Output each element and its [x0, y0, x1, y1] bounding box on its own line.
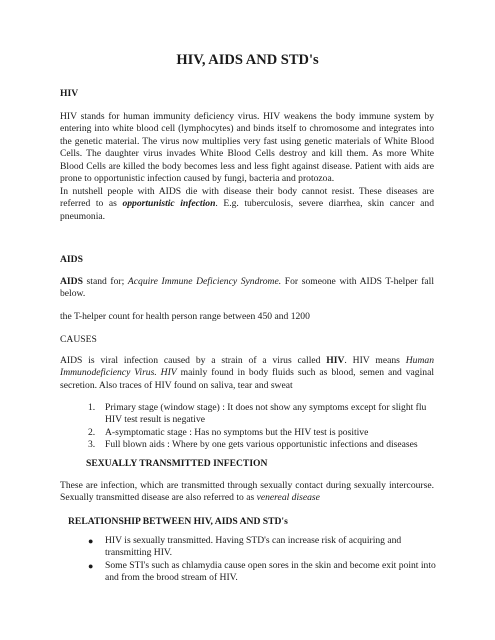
sti-paragraph: These are infection, which are transmitted through sexually contact during sexually intercourse. Sexually transmitted disease are also referred to as venereal disease [60, 480, 434, 504]
bullet-icon: ● [88, 560, 94, 571]
aids-paragraph-2: the T-helper count for health person range between 450 and 1200 [60, 311, 310, 322]
aids-heading: AIDS [60, 254, 83, 265]
sti-heading: SEXUALLY TRANSMITTED INFECTION [86, 458, 268, 469]
relationship-heading: RELATIONSHIP BETWEEN HIV, AIDS AND STD's [68, 516, 288, 527]
relationship-bullet-item: ● Some STI's such as chlamydia cause open sores in the skin and become exit point into and from the brood stream of HIV. [88, 559, 436, 584]
document-title: HIV, AIDS AND STD's [176, 52, 319, 68]
stages-list [60, 402, 440, 452]
bullet-icon: ● [88, 536, 94, 546]
causes-heading: CAUSES [60, 334, 97, 345]
causes-paragraph: AIDS is viral infection caused by a strain of a virus called HIV. HIV means Human Immunodeficiency Virus. HIV mainly found in body fluids such as blood, semen and vaginal secretion. Also traces of HIV found on saliva, tear and sweat [60, 355, 434, 391]
relationship-bullet-item: ● HIV is sexually transmitted. Having STD's can increase risk of acquiring and transmitting HIV. [88, 535, 402, 559]
hiv-heading: HIV [60, 88, 79, 99]
hiv-paragraph-1: HIV stands for human immunity deficiency virus. HIV weakens the body immune system by entering into white blood cell (lymphocytes) and binds itself to chromosome and integrates into the genetic material. The virus now multiplies very fast using genetic materials of White Blood Cells. The daughter virus invades White Blood Cells destroy and kill them. As more White Blood Cells are killed the body becomes less and less fight against disease. Patient with aids are prone to opportunistic infection caused by fungi, bacteria and protozoa. [60, 111, 434, 185]
hiv-paragraph-2: In nutshell people with AIDS die with disease their body cannot resist. These diseases are referred to as opportunistic infection. E.g. tuberculosis, severe diarrhea, skin cancer and pneumonia. [60, 186, 435, 222]
stage-item: 3. Full blown aids : Where by one gets various opportunistic infections and diseases [88, 439, 418, 451]
stage-item: 1. Primary stage (window stage) : It does not show any symptoms except for slight flu HIV test result is negative [88, 402, 427, 426]
stage-item: 2. A-symptomatic stage : Has no symptoms but the HIV test is positive [88, 426, 369, 438]
aids-paragraph-1: AIDS stand for; Acquire Immune Deficiency Syndrome. For someone with AIDS T-helper fall below. [60, 276, 434, 300]
relationship-list [60, 535, 438, 585]
